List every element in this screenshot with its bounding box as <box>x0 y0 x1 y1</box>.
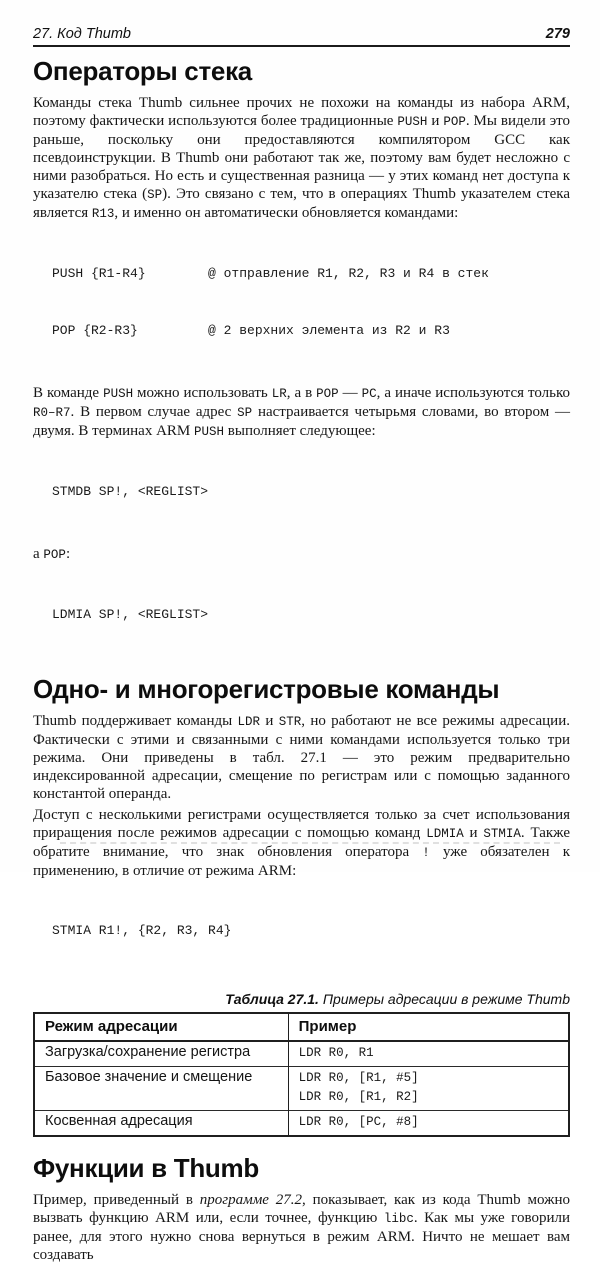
paragraph-a-pop: а POP: <box>33 546 71 562</box>
example-line: LDR R0, R1 <box>298 1046 374 1060</box>
column-header-example: Пример <box>288 1013 569 1041</box>
example-line: LDR R0, [R1, #5] <box>298 1071 419 1085</box>
code-block-stmia <box>52 883 570 978</box>
code-line: STMDB SP!, <REGLIST> <box>52 484 209 499</box>
mode-cell: Косвенная адресация <box>34 1111 288 1137</box>
scan-artifact-line <box>60 842 560 844</box>
table-row <box>34 1067 569 1111</box>
code-line: POP {R2-R3} @ 2 верхних элемента из R2 и R3 <box>52 323 450 338</box>
code-block-push-pop <box>52 226 570 378</box>
column-header-mode: Режим адресации <box>34 1013 288 1041</box>
section-heading-thumb-functions: Функции в Thumb <box>33 1153 259 1183</box>
table-header-row <box>34 1013 569 1041</box>
paragraph-push-details: В команде PUSH можно использовать LR, а в POP — PC, а иначе используются только R0–R7. В первом случае адрес SP настраивается четырьмя словами, во втором — двумя. В терминах ARM PUSH выполняет следующее: <box>33 385 571 439</box>
addressing-modes-table <box>33 1012 570 1137</box>
example-cell <box>288 1111 569 1137</box>
code-line: STMIA R1!, {R2, R3, R4} <box>52 923 232 938</box>
section-heading-stack-operators: Операторы стека <box>33 56 252 86</box>
mode-cell: Базовое значение и смещение <box>34 1067 288 1111</box>
example-cell <box>288 1041 569 1067</box>
example-cell <box>288 1067 569 1111</box>
chapter-title: 27. Код Thumb <box>33 26 131 42</box>
mode-cell: Загрузка/сохранение регистра <box>34 1041 288 1067</box>
paragraph-multi-register: Доступ с несколькими регистрами осуществляется только за счет использования приращения после режимов адресации с помощью команд LDMIA и STMIA. Также обратите внимание, что знак обновления оператора ! уже обязателен к применению, в отличие от режима ARM: <box>33 807 571 879</box>
example-line: LDR R0, [R1, R2] <box>298 1090 419 1104</box>
code-line: LDMIA SP!, <REGLIST> <box>52 607 209 622</box>
section-heading-register-commands: Одно- и многорегистровые команды <box>33 674 500 704</box>
paragraph-ldr-str: Thumb поддерживает команды LDR и STR, но работают не все режимы адресации. Фактически с этими и связанными с ними командами используется только три режима. Они приведены в табл. 27.1 — это режим предварительно индексированной адресации, смещение по регистрам или с помощью заданного константой операнда. <box>33 713 570 802</box>
code-block-ldmia <box>52 567 570 662</box>
example-line: LDR R0, [PC, #8] <box>298 1115 419 1129</box>
table-row <box>34 1041 569 1067</box>
table-caption: Таблица 27.1. Примеры адресации в режиме Thumb <box>225 991 570 1007</box>
paragraph-thumb-functions: Пример, приведенный в программе 27.2, показывает, как из кода Thumb можно вызвать функцию ARM или, если точнее, функцию libc. Как мы уже говорили ранее, для этого нужно снова вернуться в режим ARM. Ничто не мешает вам создавать <box>33 1192 571 1263</box>
paragraph-stack-intro: Команды стека Thumb сильнее прочих не похожи на команды из набора ARM, поэтому фактически используются более традиционные PUSH и POP. Мы видели это раньше, поскольку они предоставляются компилятором GCC как псевдоинструкции. В Thumb они работают так же, поэтому вам будет несложно с ними разобраться. Но есть и существенная разница — у этих команд нет доступа к указателю стека (SP). Это связано с тем, что в операциях Thumb указателем стека является R13, и именно он автоматически обновляется командами: <box>33 95 571 221</box>
code-block-stmdb <box>52 444 570 539</box>
code-line: PUSH {R1-R4} @ отправление R1, R2, R3 и R4 в стек <box>52 266 489 281</box>
table-row <box>34 1111 569 1137</box>
page-number: 279 <box>545 26 570 42</box>
running-header <box>33 26 570 47</box>
